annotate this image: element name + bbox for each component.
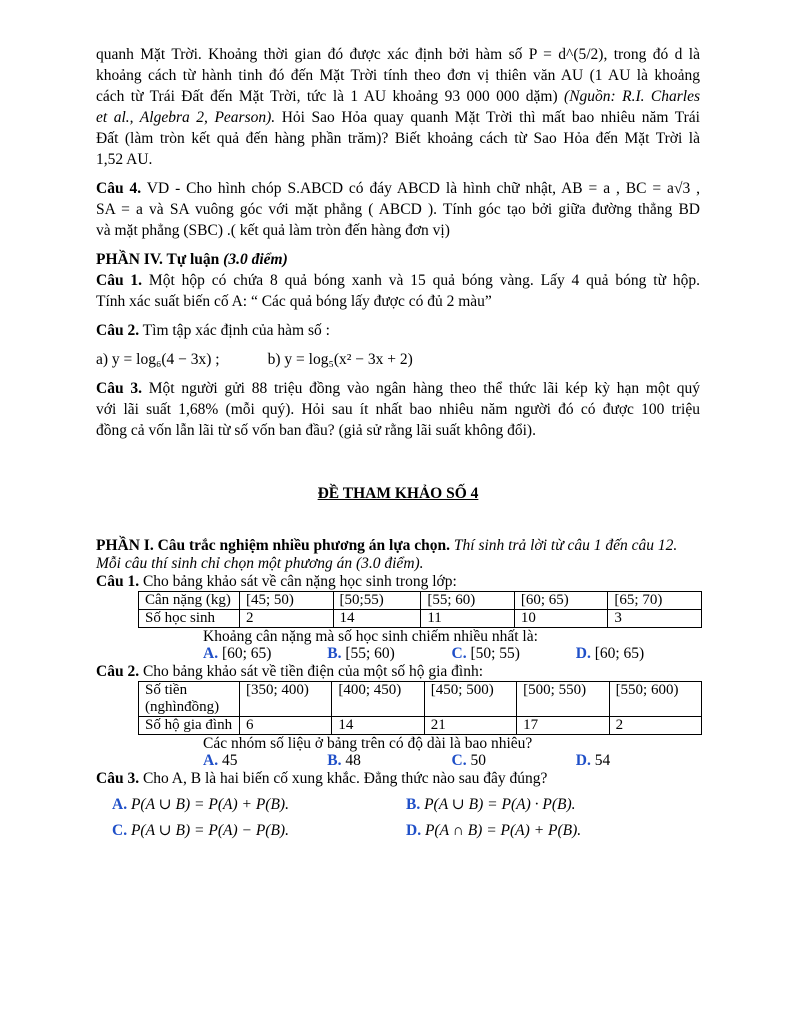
- option-c[interactable]: [452, 645, 576, 663]
- table-cell: 2: [240, 610, 334, 628]
- table-cell: [50;55): [333, 592, 421, 610]
- intro-source: et al., Algebra 2, Pearson).: [96, 109, 276, 126]
- table-cell: 14: [333, 610, 421, 628]
- question-label: Câu 3.: [96, 380, 142, 397]
- option-a[interactable]: [112, 792, 406, 818]
- question-text: Tìm tập xác định của hàm số :: [139, 322, 330, 339]
- option-a[interactable]: [203, 645, 327, 663]
- table-cell: [65; 70): [608, 592, 702, 610]
- heading-points: (3.0 điểm): [223, 251, 288, 268]
- table-row: [139, 592, 702, 610]
- table-cell: 17: [517, 717, 609, 735]
- option-letter: C.: [112, 822, 128, 839]
- table-cell: Cân nặng (kg): [139, 592, 240, 610]
- mc-question-3: [96, 770, 700, 788]
- question-text: Cho bảng khảo sát về tiền điện của một số hộ gia đình:: [139, 663, 484, 680]
- question-text: Cho A, B là hai biến cố xung khắc. Đẳng thức nào sau đây đúng?: [139, 770, 548, 787]
- document-page: [96, 44, 700, 844]
- question-label: Câu 3.: [96, 770, 140, 787]
- question-text: Một hộp có chứa 8 quả bóng xanh và 15 quả bóng vàng. Lấy 4 quả bóng từ hộp.: [142, 272, 700, 289]
- table-cell: [60; 65): [514, 592, 608, 610]
- table-cell: 21: [424, 717, 516, 735]
- question-text: Cho bảng khảo sát về cân nặng học sinh trong lớp:: [139, 573, 457, 590]
- q4-text: VD - Cho hình chóp S.ABCD có đáy ABCD là hình chữ nhật, AB = a , BC = a√3 ,: [141, 180, 700, 197]
- option-b[interactable]: [406, 792, 700, 818]
- option-text: 54: [590, 752, 611, 769]
- q3-options-row: [96, 792, 700, 818]
- option-text: [50; 55): [466, 645, 520, 662]
- option-d[interactable]: [406, 818, 700, 844]
- intro-text: Hỏi Sao Hỏa quay quanh Mặt Trời thì mất bao nhiêu năm Trái: [275, 109, 700, 126]
- option-text: P(A ∪ B) = P(A) − P(B).: [127, 822, 289, 839]
- table-row: [139, 682, 702, 717]
- question-label: Câu 2.: [96, 322, 140, 339]
- heading-text: PHẦN IV. Tự luận: [96, 251, 224, 268]
- option-letter: C.: [451, 752, 467, 769]
- option-text: 50: [466, 752, 486, 769]
- heading-text: PHẦN I. Câu trắc nghiệm nhiều phương án lựa chọn.: [96, 537, 451, 554]
- question-label: Câu 1.: [96, 573, 140, 590]
- q1-prompt: Khoảng cân nặng mà số học sinh chiếm nhiều nhất là:: [203, 628, 538, 645]
- option-letter: D.: [406, 822, 422, 839]
- weight-table: [138, 591, 702, 628]
- option-c[interactable]: [112, 818, 406, 844]
- q4-line: SA = a và SA vuông góc với mặt phẳng ( ABCD ). Tính góc tạo bởi giữa đường thẳng BD: [96, 201, 700, 218]
- q2-options: [96, 752, 700, 770]
- part-1: [96, 537, 700, 844]
- option-b[interactable]: [327, 752, 451, 770]
- table-cell: Số tiền (nghìnđồng): [139, 682, 240, 717]
- table-cell: Số hộ gia đình: [139, 717, 240, 735]
- option-text: [55; 60): [341, 645, 395, 662]
- table-cell: Số học sinh: [139, 610, 240, 628]
- question-text: Một người gửi 88 triệu đồng vào ngân hàng theo thể thức lãi kép kỳ hạn một quý: [141, 380, 700, 397]
- intro-source: (Nguồn: R.I. Charles: [564, 88, 700, 105]
- essay-q3-line: đồng cả vốn lẫn lãi từ số vốn ban đầu? (giả sử rằng lãi suất không đổi).: [96, 422, 536, 439]
- q4-line: [96, 178, 700, 199]
- instructions: Thí sinh trả lời từ câu 1 đến câu 12.: [450, 537, 678, 554]
- intro-line: Đất (làm tròn kết quả đến hàng phần trăm)? Biết khoảng cách từ Sao Hỏa đến Mặt Trời là: [96, 130, 700, 147]
- part-4: [96, 249, 700, 441]
- essay-q2-items: [96, 349, 700, 370]
- option-letter: B.: [327, 645, 342, 662]
- option-letter: A.: [112, 796, 128, 813]
- table-cell: 6: [240, 717, 332, 735]
- intro-line: [96, 86, 700, 107]
- table-cell: [55; 60): [421, 592, 515, 610]
- option-letter: D.: [575, 752, 591, 769]
- intro-line: quanh Mặt Trời. Khoảng thời gian đó được xác định bởi hàm số P = d^(5/2), trong đó d là: [96, 46, 700, 63]
- table-cell: [400; 450): [332, 682, 424, 717]
- table-cell: 3: [608, 610, 702, 628]
- option-text: 45: [218, 752, 238, 769]
- intro-paragraph: [96, 44, 700, 170]
- question-label: Câu 4.: [96, 180, 142, 197]
- option-letter: A.: [203, 645, 219, 662]
- exam-title: ĐỀ THAM KHẢO SỐ 4: [317, 485, 479, 502]
- question-label: Câu 2.: [96, 663, 140, 680]
- table-row: [139, 610, 702, 628]
- option-letter: B.: [406, 796, 421, 813]
- option-b[interactable]: [327, 645, 451, 663]
- option-text: P(A ∩ B) = P(A) + P(B).: [421, 822, 582, 839]
- table-cell: [450; 500): [424, 682, 516, 717]
- intro-text: cách từ Trái Đất đến Mặt Trời, tức là 1 AU khoảng 93 000 000 dặm): [96, 88, 565, 105]
- question-4: [96, 178, 700, 241]
- option-d[interactable]: [576, 752, 700, 770]
- essay-q3-line: với lãi suất 1,68% (mỗi quý). Hỏi sau ít nhất bao nhiêu năm người đó có được 100 triệu: [96, 401, 700, 418]
- essay-q1-line: Tính xác suất biến cố A: “ Các quả bóng lấy được có đủ 2 màu”: [96, 293, 492, 310]
- mc-question-1: [96, 573, 700, 591]
- item-b: b) y = log₅(x² − 3x + 2): [267, 351, 413, 368]
- instructions: Mỗi câu thí sinh chỉ chọn một phương án (3.0 điểm).: [96, 555, 424, 572]
- question-label: Câu 1.: [96, 272, 143, 289]
- section-heading: [96, 537, 700, 555]
- option-text: 48: [341, 752, 361, 769]
- q3-options-row: [96, 818, 700, 844]
- table-cell: [350; 400): [240, 682, 332, 717]
- option-d[interactable]: [576, 645, 700, 663]
- table-cell: 14: [332, 717, 424, 735]
- intro-line: [96, 107, 700, 128]
- intro-line: khoảng cách từ hành tinh đó đến Mặt Trời tính theo đơn vị thiên văn AU (1 AU là khoảng: [96, 67, 700, 84]
- option-letter: A.: [203, 752, 219, 769]
- table-cell: [45; 50): [240, 592, 334, 610]
- table-cell: [500; 550): [517, 682, 609, 717]
- essay-q3-line: [96, 378, 700, 399]
- q2-prompt: Các nhóm số liệu ở bảng trên có độ dài là bao nhiêu?: [203, 735, 533, 752]
- intro-line: 1,52 AU.: [96, 151, 153, 168]
- section-heading: [96, 249, 700, 270]
- option-letter: D.: [575, 645, 591, 662]
- option-letter: B.: [327, 752, 342, 769]
- electricity-table: [138, 681, 702, 735]
- table-cell: [550; 600): [609, 682, 701, 717]
- option-c[interactable]: [452, 752, 576, 770]
- essay-q2: [96, 320, 700, 341]
- mc-question-2: [96, 663, 700, 681]
- q1-options: [96, 645, 700, 663]
- option-a[interactable]: [203, 752, 327, 770]
- option-text: [60; 65): [590, 645, 645, 662]
- table-cell: 11: [421, 610, 515, 628]
- option-text: [60; 65): [218, 645, 272, 662]
- table-row: [139, 717, 702, 735]
- option-letter: C.: [451, 645, 467, 662]
- table-cell: 10: [514, 610, 608, 628]
- table-cell: 2: [609, 717, 701, 735]
- item-a: a) y = log₆(4 − 3x) ;: [96, 351, 220, 368]
- option-text: P(A ∪ B) = P(A) + P(B).: [127, 796, 289, 813]
- q4-line: và mặt phẳng (SBC) .( kết quả làm tròn đến hàng đơn vị): [96, 222, 450, 239]
- essay-q1-line: [96, 270, 700, 291]
- option-text: P(A ∪ B) = P(A) · P(B).: [420, 796, 576, 813]
